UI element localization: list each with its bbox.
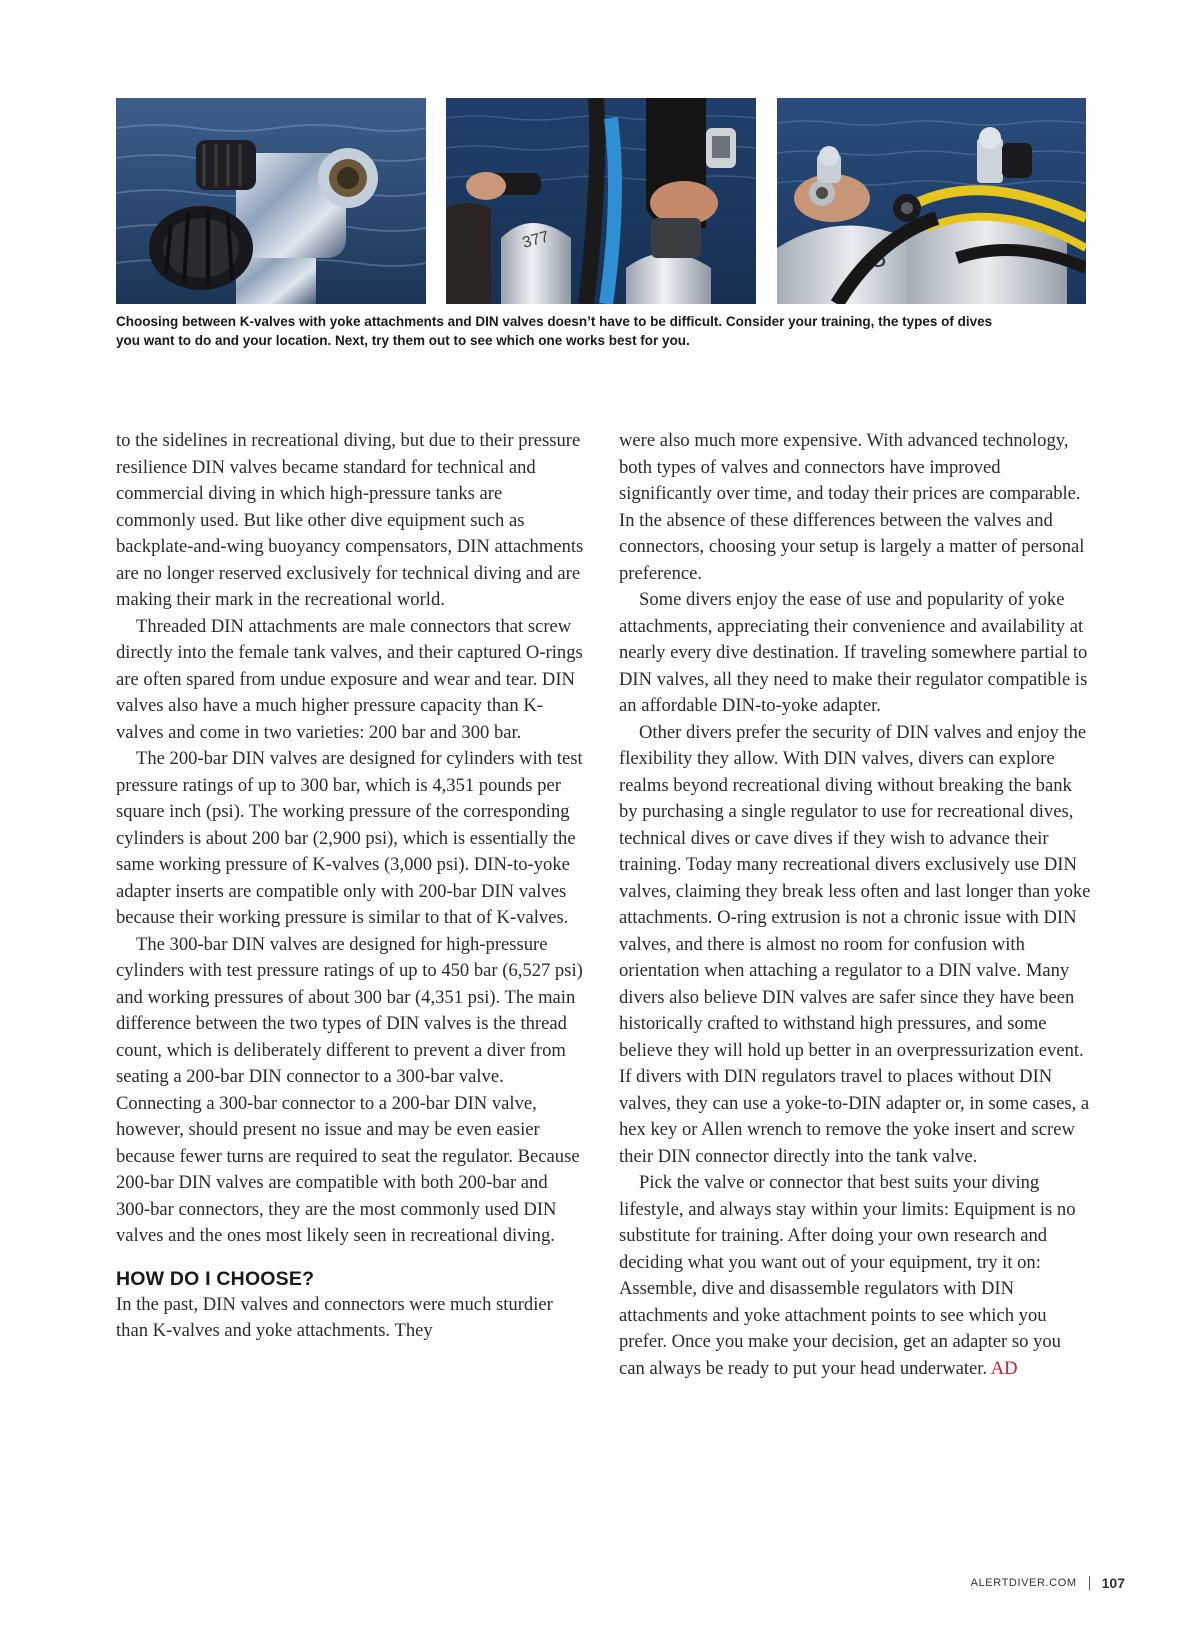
photo-attaching-regulator xyxy=(446,98,756,304)
section-heading: HOW DO I CHOOSE? xyxy=(116,1267,315,1290)
photo-din-valve-closeup xyxy=(116,98,426,304)
article-paragraph: Some divers enjoy the ease of use and popularity of yoke attachments, appreciating their convenience and availability at nearly every dive destination. If traveling somewhere partial to DIN valves, all they need to make their regulator compatible is an affordable DIN-to-yoke adapter. xyxy=(619,589,1088,716)
page-footer xyxy=(971,1575,1125,1591)
article-paragraph: were also much more expensive. With advanced technology, both types of valves and connectors have improved significantly over time, and today their prices are comparable. In the absence of these differences between the valves and connectors, choosing your setup is largely a matter of personal preference. xyxy=(619,430,1085,584)
photo-yoke-and-din-connectors-image xyxy=(777,98,1086,304)
article-paragraph: The 200-bar DIN valves are designed for cylinders with test pressure ratings of up to 300 bar, which is 4,351 pounds per square inch (psi). The working pressure of the corresponding cylinders is about 200 bar (2,900 psi), which is essentially the same working pressure of K-valves (3,000 psi). DIN-to-yoke adapter inserts are compatible only with 200-bar DIN valves because their working pressure is similar to that of K-valves. xyxy=(116,748,583,928)
article-column-left xyxy=(116,428,586,1345)
article-paragraph: In the past, DIN valves and connectors were much sturdier than K-valves and yoke attachments. They xyxy=(116,1293,553,1341)
article-paragraph: to the sidelines in recreational diving, but due to their pressure resilience DIN valves became standard for technical and commercial diving in which high-pressure tanks are commonly used. But like other dive equipment such as backplate-and-wing buoyancy compensators, DIN attachments are no longer reserved exclusively for technical diving and are making their mark in the recreational world. xyxy=(116,430,584,610)
end-mark: AD xyxy=(990,1357,1018,1379)
photo-strip xyxy=(116,98,1086,304)
article-paragraph-final xyxy=(619,1170,1091,1382)
photo-yoke-and-din-connectors xyxy=(777,98,1086,304)
photo-attaching-regulator-image xyxy=(446,98,756,304)
photo-caption: Choosing between K-valves with yoke attachments and DIN valves doesn’t have to be difficult. Consider your training, the types of dives you want to do and your location. Next, try them out to see which one works best for you. xyxy=(116,314,993,348)
footer-site: ALERTDIVER.COM xyxy=(970,1577,1077,1589)
footer-divider xyxy=(1089,1576,1090,1590)
article-paragraph: Other divers prefer the security of DIN valves and enjoy the flexibility they allow. With DIN valves, divers can explore realms beyond recreational diving without breaking the bank by purchasing a single regulator to use for recreational dives, technical dives or cave dives if they wish to advance their training. Today many recreational divers exclusively use DIN valves, claiming they break less often and last longer than yoke attachments. O-ring extrusion is not a chronic issue with DIN valves, and there is almost no room for confusion with orientation when attaching a regulator to a DIN valve. Many divers also believe DIN valves are safer since they have been historically crafted to withstand high pressures, and some believe they will hold up better in an overpressurization event. If divers with DIN regulators travel to places without DIN valves, they can use a yoke-to-DIN adapter or, in some cases, a hex key or Allen wrench to remove the yoke insert and screw their DIN connector directly into the tank valve. xyxy=(619,721,1091,1167)
photo-din-valve-closeup-image xyxy=(116,98,426,304)
page-number: 107 xyxy=(1101,1575,1125,1591)
svg-text:377: 377 xyxy=(520,228,551,252)
article-column-right xyxy=(619,428,1091,1382)
article-paragraph: The 300-bar DIN valves are designed for high-pressure cylinders with test pressure ratings of up to 450 bar (6,527 psi) and working pressures of about 300 bar (4,351 psi). The main difference between the two types of DIN valves is the thread count, which is deliberately different to prevent a diver from seating a 200-bar DIN connector to a 300-bar valve. Connecting a 300-bar connector to a 200-bar DIN valve, however, should present no issue and may be even easier because fewer turns are required to seat the regulator. Because 200-bar DIN valves are compatible with both 200-bar and 300-bar connectors, they are the most commonly used DIN valves and the ones most likely seen in recreational diving. xyxy=(116,933,583,1246)
svg-text:3: 3 xyxy=(867,240,889,274)
article-paragraph-text: Pick the valve or connector that best suits your diving lifestyle, and always stay within your limits: Equipment is no substitute for training. After doing your own research and deciding what you want out of your equipment, try it on: Assemble, dive and disassemble regulators with DIN attachments and yoke attachment points to see which you prefer. Once you make your decision, get an adapter so you can always be ready to put your head underwater. xyxy=(619,1172,1076,1379)
article-paragraph: Threaded DIN attachments are male connectors that screw directly into the female tank valves, and their captured O-rings are often spared from undue exposure and wear and tear. DIN valves also have a much higher pressure capacity than K-valves and come in two varieties: 200 bar and 300 bar. xyxy=(116,615,583,743)
